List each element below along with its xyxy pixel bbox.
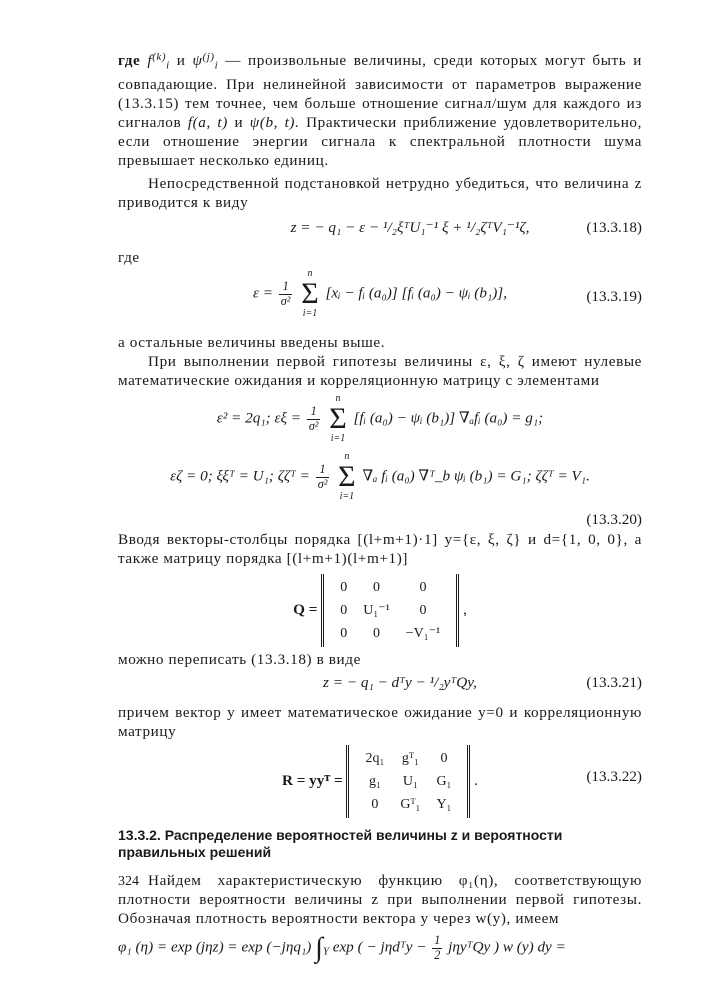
matrix-q-cell: 0 — [372, 580, 380, 596]
paragraph-7: причем вектор y имеет математическое ожидание y=0 и корреляционную матрицу — [118, 704, 642, 741]
signal-psi: ψ(b, t). — [249, 114, 300, 132]
matrix-r-cell: gᵀ₁ — [401, 751, 419, 767]
matrix-R — [346, 745, 470, 818]
equation-13-3-20a — [118, 394, 642, 450]
eqR-lhs: R = yyᵀ = — [281, 772, 343, 790]
equation-Q — [118, 574, 642, 646]
matrix-r-cell: 0 — [440, 751, 448, 767]
eq20b-right: ∇ₐ fᵢ (a₀) ∇ᵀ_b ψᵢ (b₁) = G₁; ζζᵀ = V₁. — [362, 467, 590, 485]
sum-bottom: i=1 — [302, 308, 318, 320]
text-approx: Практически приближение удовлетворительно, если отношение энергии сигнала к спектральной плотности шума превышает несколько единиц. — [118, 114, 643, 170]
paragraph-4: При выполнении первой гипотезы величины ε, ξ, ζ имеют нулевые математические ожидания и корреляционную матрицу с элементами — [118, 353, 642, 390]
matrix-q-cell: 0 — [340, 603, 348, 619]
equation-characteristic — [118, 934, 642, 978]
half-den: 2 — [434, 947, 441, 962]
eq18-number: (13.3.18) — [586, 219, 642, 237]
matrix-r-row — [357, 747, 459, 770]
eq19-body: [xᵢ − fᵢ (a₀)] [fᵢ (a₀) − ψᵢ (b₁)], — [325, 284, 508, 302]
signal-f: f(a, t) — [187, 114, 228, 132]
frac-num: 1 — [279, 280, 293, 294]
matrix-r-cell: g₁ — [368, 774, 381, 790]
matrix-r-row — [357, 770, 459, 793]
matrix-Q — [321, 574, 459, 647]
equation-13-3-18 — [118, 218, 642, 242]
matrix-r-cell: U₁ — [402, 774, 418, 790]
eqlast-a: φ₁ (η) = exp (jηz) = exp (−jηq₁) — [118, 938, 312, 956]
section-heading: 13.3.2. Распределение вероятностей величины z и вероятности правильных решений — [118, 827, 563, 861]
page-number: 324 — [118, 874, 139, 889]
matrix-Q-table — [332, 576, 448, 645]
integral-sub: Y — [322, 945, 329, 958]
matrix-q-cell: 0 — [372, 626, 380, 642]
frac-den: σ² — [280, 293, 291, 308]
matrix-q-cell: 0 — [340, 580, 348, 596]
eqR-tail: . — [474, 772, 479, 790]
equation-13-3-22 — [118, 745, 642, 811]
equation-13-3-19 — [118, 269, 642, 327]
matrix-q-cell: 0 — [419, 580, 427, 596]
eq19-lhs: ε = — [252, 284, 273, 302]
word-where: где — [118, 51, 141, 69]
eq20b-fraction: $\frac{1}{\text{σ²}}$ — [317, 462, 328, 491]
sum-symbol: n Σ i=1 — [301, 268, 319, 320]
matrix-r-cell: Y₁ — [436, 797, 452, 813]
matrix-q-cell: −V₁⁻¹ — [405, 626, 441, 642]
sum-symbol-2: n Σ i=1 — [329, 393, 347, 445]
eq19-fraction — [279, 280, 293, 308]
sum-top: n — [307, 268, 313, 280]
matrix-q-row — [332, 622, 448, 645]
matrix-r-cell: 2q₁ — [365, 751, 385, 767]
matrix-q-row — [332, 599, 448, 622]
equation-13-3-21 — [118, 673, 642, 697]
formula-psi-j: $\psi^{(j)}_i$ — [192, 51, 219, 72]
paragraph-5: Вводя векторы-столбцы порядка [(l+m+1)·1] y={ε, ξ, ζ} и d={1, 0, 0}, а также матрицу порядка [(l+m+1)(l+m+1)] — [118, 531, 642, 568]
half-num: 1 — [434, 933, 441, 948]
eqQ-tail: , — [463, 601, 467, 619]
matrix-r-cell: Gᵀ₁ — [400, 797, 421, 813]
matrix-r-cell: 0 — [371, 797, 379, 813]
paragraph-8: Найдем характеристическую функцию φ₁(η), соответствующую плотности вероятности величины z при выполнении первой гипотезы. Обозначая плотность вероятности вектора y через w(y), имеем — [118, 872, 642, 928]
matrix-r-cell: G₁ — [436, 774, 452, 790]
paragraph-3: а остальные величины введены выше. — [118, 334, 386, 352]
eq21-body: z = − q₁ − dᵀy − ¹/₂yᵀQy, — [323, 674, 477, 692]
paragraph-2: Непосредственной подстановкой нетрудно убедиться, что величина z приводится к виду — [118, 175, 642, 212]
eq20-number: (13.3.20) — [586, 511, 642, 529]
matrix-q-row — [332, 576, 448, 599]
eq20a-right: [fᵢ (a₀) − ψᵢ (b₁)] ∇ₐfᵢ (a₀) = g₁; — [353, 409, 544, 427]
page-content — [118, 30, 642, 978]
matrix-q-cell: 0 — [340, 626, 348, 642]
eqlast-b: exp ( − jηdᵀy − — [332, 938, 427, 956]
eq20a-fraction: $\frac{1}{\text{σ²}}$ — [308, 404, 319, 433]
eq19-number: (13.3.19) — [586, 288, 642, 306]
word-and: и — [176, 51, 186, 69]
matrix-q-cell: U₁⁻¹ — [363, 603, 390, 619]
eq20a-left: ε² = 2q₁; εξ = — [216, 409, 302, 427]
word-and-2: и — [234, 114, 244, 132]
paragraph-1 — [118, 48, 642, 170]
integral-sign: ∫ — [315, 932, 323, 964]
matrix-r-row — [357, 793, 459, 816]
eq20-number-row — [118, 510, 642, 530]
matrix-q-cell: 0 — [419, 603, 427, 619]
half-fraction — [432, 934, 442, 962]
eq20b-left: εζ = 0; ξξᵀ = U₁; ζζᵀ = — [170, 467, 310, 485]
equation-13-3-20b — [118, 452, 642, 510]
eq22-number: (13.3.22) — [586, 768, 642, 786]
text-coinciding: совпадающие. При нелинейной зависимости от параметров выражение (13.3.15) тем точнее, чем больше отношение сигнал/шум для каждого из сигналов — [118, 76, 642, 132]
formula-f-k: $f^{(k)}_i$ — [147, 51, 170, 72]
sum-symbol-3: n Σ i=1 — [338, 451, 356, 503]
eq18-body: z = − q₁ − ε − ¹/₂ξᵀU₁⁻¹ ξ + ¹/₂ζᵀV₁⁻¹ζ, — [290, 219, 530, 237]
eqQ-lhs: Q = — [293, 601, 318, 619]
paragraph-6: можно переписать (13.3.18) в виде — [118, 651, 361, 669]
matrix-R-table — [357, 747, 459, 816]
eqlast-c: jηyᵀQy ) w (y) dy = — [448, 938, 566, 956]
text-arbitrary: — произвольные величины, среди которых могут быть и — [225, 51, 643, 69]
where-label: где — [118, 249, 140, 267]
eq21-number: (13.3.21) — [586, 674, 642, 692]
